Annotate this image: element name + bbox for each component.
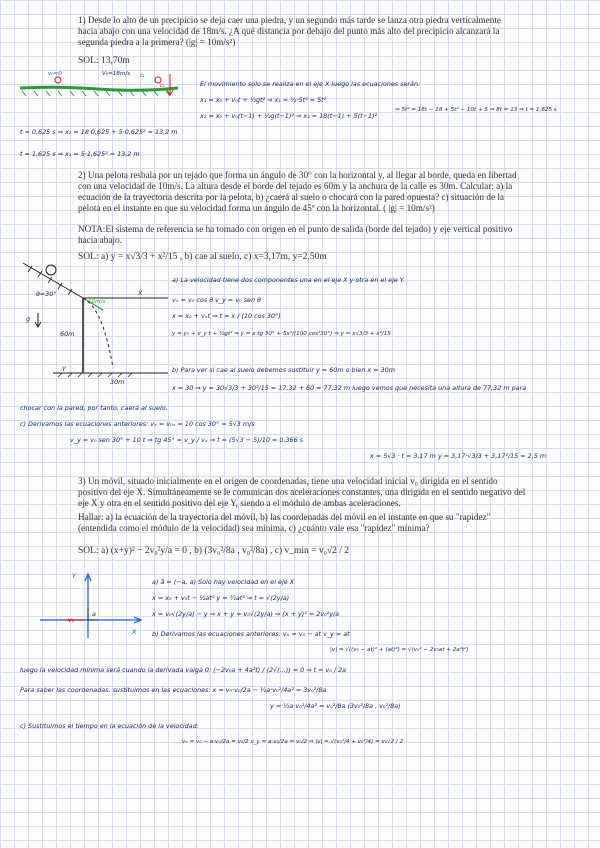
p2-work-6: chocar con la pared, por tanto, caerá al suelo. bbox=[20, 404, 168, 412]
problem3-question-text: Hallar: a) la ecuación de la trayectoria del móvil, b) las coordenadas del móvil en el instante en que su "rapidez" (entendida como el módulo de la velocidad) sea mínima, c) ¿cuánto vale esa "rapidez" mínima? bbox=[78, 512, 491, 533]
label-v0b: V₀=18m/s bbox=[102, 71, 131, 77]
p3-work-3: b) Derivamos las ecuaciones anteriores: vₓ = v₀ − at v_y = at bbox=[152, 630, 350, 638]
p3-work-0: a) a⃗ = (−a, a) Solo hay velocidad en el eje X bbox=[152, 578, 295, 586]
problem3-question bbox=[78, 512, 528, 534]
p1-work-0: El movimiento solo se realiza en el eje X luego las ecuaciones serán: bbox=[200, 80, 421, 88]
p2-work-5: x = 30 ⇒ y = 30√3/3 + 30²/15 = 17,32 + 60 = 77,32 m luego vemos que necesita una altura de 77,32 m para bbox=[172, 384, 527, 392]
label-x-axis-3: X bbox=[132, 628, 137, 636]
p2-work-1: vₓ = v₀ cos θ v_y = v₀ sen θ bbox=[172, 296, 261, 304]
label-t2: t₂ bbox=[160, 83, 165, 89]
label-velocity: 10m/s bbox=[88, 299, 106, 305]
problem3-text: 3) Un móvil, situado inicialmente en el origen de coordenadas, tiene una velocidad inicial v₀ dirigida en el sentido positivo del eje X. Simultáneamente se le comunican dos aceleraciones constantes, una dirigida en el sentido negativo del eje X y otra en el sentido positivo del eje Y, siendo a el módulo de ambas aceleraciones. bbox=[78, 476, 526, 508]
p3-work-5: luego la velocidad mínima será cuando la derivada valga 0: (−2v₀a + 4a²t) / (2√(...)) = 0 ⇒ t = v₀ / 2a bbox=[20, 666, 347, 674]
label-v0-3: v₀ bbox=[68, 616, 75, 624]
p3-work-7: y = ½a·v₀²/4a² = v₀²/8a (3v₀²/8a , v₀²/8a) bbox=[270, 702, 401, 710]
problem1-solution: SOL: 13,70m bbox=[78, 56, 130, 66]
problem1-statement bbox=[78, 15, 518, 48]
p2-work-4: b) Para ver si cae al suelo debemos sustituir y = 60m o bien x = 30m bbox=[172, 366, 395, 374]
ground-hatch bbox=[58, 373, 132, 377]
p3-work-6: Para saber las coordenadas, sustituimos en las ecuaciones: x = v₀·v₀/2a − ½a·v₀²/4a² = 3v₀²/8a bbox=[20, 686, 327, 694]
p1-work-1: x₁ = x₀ + v₀t + ½gt² ⇒ x₁ = ½·5t² = 5t² bbox=[200, 96, 327, 104]
problem3-axes-figure bbox=[36, 570, 146, 640]
label-width: 30m bbox=[110, 378, 125, 386]
p2-work-7: c) Derivamos las ecuaciones anteriores: vₓ = v₀ₓ = 10 cos 30° = 5√3 m/s bbox=[20, 420, 255, 428]
problem2-nota bbox=[78, 224, 528, 246]
velocity-arrow bbox=[167, 74, 173, 95]
label-v0: v₀=0 bbox=[48, 71, 62, 77]
p2-work-0: a) La velocidad tiene dos componentes una en el eje X y otra en el eje Y. bbox=[172, 276, 405, 284]
problem2-statement bbox=[78, 170, 528, 214]
label-t1: t₁ bbox=[140, 73, 145, 79]
label-y-axis: Y bbox=[62, 365, 66, 373]
label-height: 60m bbox=[60, 330, 75, 338]
p2-work-9: x = 5√3 · t = 3,17 m y = 3,17·√3/3 + 3,17²/15 = 2,5 m bbox=[370, 452, 547, 460]
problem2-solution: SOL: a) y = x√3/3 + x²/15 , b) cae al suelo, c) x=3,17m, y=2,50m bbox=[78, 252, 327, 262]
ball bbox=[46, 265, 56, 275]
label-angle: θ=30° bbox=[36, 290, 57, 298]
p3-work-1: x = x₀ + v₀t − ½at² y = ½at² ⇒ t = √(2y/a) bbox=[152, 594, 290, 602]
trajectory bbox=[83, 298, 113, 368]
problem2-nota-text: NOTA:El sistema de referencia se ha tomado con origen en el punto de salida (borde del tejado) y eje vertical positivo hacia abajo. bbox=[78, 224, 513, 245]
problem2-roof-figure bbox=[18, 258, 168, 393]
g-arrow bbox=[35, 313, 41, 327]
problem3-solution: SOL: a) (x+y)² − 2v₀²y/a = 0 , b) (3v₀²/8a , v₀²/8a) , c) v_min = v₀√2 / 2 bbox=[78, 546, 350, 556]
p3-work-2: x = v₀√(2y/a) − y ⇒ x + y = v₀√(2y/a) ⇒ (x + y)² = 2v₀²y/a bbox=[152, 610, 340, 618]
y-axis bbox=[85, 574, 91, 638]
p3-work-8: c) Sustituimos el tiempo en la ecuación de la velocidad: bbox=[20, 722, 199, 730]
p2-work-3: y = y₀ + v_y t + ½gt² ⇒ y = x tg 30° + 5x²/(100 cos²30°) ⇒ y = x√3/3 + x²/15 bbox=[172, 331, 391, 337]
p3-work-9: vₓ = v₀ − a·v₀/2a = v₀/2 v_y = a·v₀/2a = v₀/2 ⇒ |v| = √(v₀²/4 + v₀²/4) = v₀√2 / 2 bbox=[182, 739, 404, 745]
p2-work-8: v_y = v₀ sen 30° + 10 t ⇒ tg 45° = v_y / vₓ ⇒ t = (5√3 − 5)/10 = 0,366 s bbox=[70, 436, 304, 444]
cliff-shading bbox=[22, 91, 170, 96]
p2-work-2: x = x₀ + vₓt ⇒ t = x / (10 cos 30°) bbox=[172, 312, 281, 320]
label-g: g bbox=[26, 315, 31, 323]
problem3-statement bbox=[78, 476, 528, 509]
p1-work-2: x₂ = x₀ + v₀(t−1) + ½g(t−1)² ⇒ x₂ = 18(t−1) + 5(t−1)² bbox=[200, 112, 378, 120]
p1-work-4: t = 0,625 s ⇒ x₂ = 18·0,625 + 5·0,625² = 13,2 m bbox=[20, 128, 178, 136]
label-y-axis-3: Y bbox=[72, 572, 76, 580]
problem2-text: 2) Una pelota resbala por un tejado que forma un ángulo de 30° con la horizontal y, al llegar al borde, queda en libertad con una velocidad de 10m/s. La altura desde el borde del tejado es 60m y la anchura de la calle es 30m. Calcular: a) la ecuación de la trayectoria descrita por la pelota, b) ¿caerá al suelo o chocará con la pared opuesta? c) situación de la pelota en el instante en que su velocidad forma un ángulo de 45º con la horizontal. ( |g| = 10m/s²) bbox=[78, 170, 517, 213]
p1-work-3: ⇒ 5t² = 18t − 18 + 5t² − 10t + 5 ⇒ 8t = 13 ⇒ t = 1,625 s bbox=[395, 107, 557, 113]
label-x-axis: X bbox=[138, 289, 143, 297]
cliff-surface bbox=[20, 87, 178, 90]
label-a-3: a bbox=[92, 610, 96, 618]
p1-work-5: t = 1,625 s ⇒ x₁ = 5·1,625² = 13,2 m bbox=[20, 150, 140, 158]
p3-work-4: |v| = √((v₀ − at)² + (at)²) = √(v₀² − 2v₀at + 2a²t²) bbox=[330, 647, 469, 653]
problem1-text: 1) Desde lo alto de un precipicio se deja caer una piedra, y un segundo más tarde se lanza otra piedra verticalmente hacia abajo con una velocidad de 18m/s. ¿A qué distancia por debajo del punto más alto del precipicio alcanzará la segunda piedra a la primera? (|g| = 10m/s²) bbox=[78, 15, 501, 47]
